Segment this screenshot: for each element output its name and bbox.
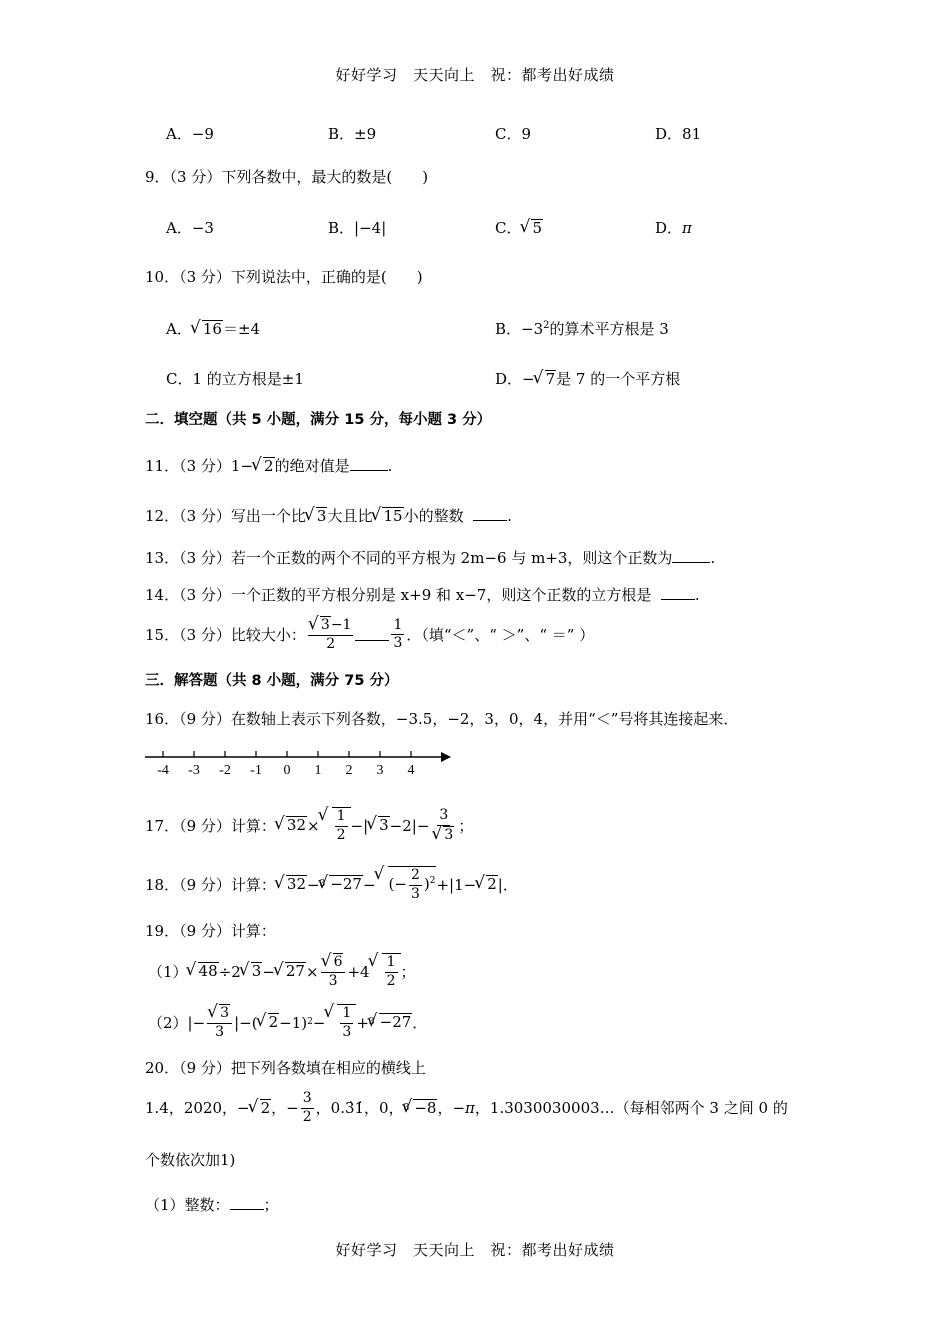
- q11: 11．（3 分）1−√ 2的绝对值是 .: [145, 457, 392, 475]
- q19-p1-label: （1）: [148, 962, 188, 981]
- sqrt-sign-icon: √ 32: [276, 816, 307, 834]
- section-3-heading: 三．解答题（共 8 小题，满分 75 分）: [145, 673, 399, 689]
- sqrt-sign-icon: [535, 370, 557, 388]
- sqrt-sign-icon: [192, 320, 223, 338]
- sqrt-sign-icon: √ 48: [188, 962, 219, 980]
- q10-d-label: D．−: [495, 370, 535, 388]
- sqrt-sign-icon: √ 6: [323, 953, 344, 972]
- sqrt-sign-icon: √ $\frac{1}{3}$: [325, 1004, 356, 1041]
- number-line: [145, 746, 455, 780]
- page-header: 好好学习 天天向上 祝：都考出好成绩: [335, 66, 615, 84]
- number-line-tick-label: 2: [345, 763, 353, 778]
- arrow-right-icon: [441, 752, 451, 762]
- q9-option-b: B．|−4|: [328, 219, 387, 237]
- q10-option-a: [166, 320, 260, 338]
- q10-option-c: C．1 的立方根是±1: [166, 370, 304, 388]
- q14-answer-blank[interactable]: [661, 598, 695, 600]
- number-line-tick-label: 0: [283, 763, 291, 778]
- q8-option-b: B．±9: [328, 125, 377, 143]
- q9-option-c-label: C．: [495, 219, 522, 237]
- sqrt-sign-icon: √ 3: [209, 1004, 230, 1023]
- q20-part-1: （1）整数： ；: [145, 1196, 279, 1214]
- q20-number-list: 1.4，2020，− √ 2 ，− $\frac{3}{2}$ ，0.3̇1̇，0， 3 √ −8 ，− π ，1.3030030003… （每相邻两个 3 之间 0 的: [145, 1090, 788, 1126]
- sqrt-sign-icon: √ 2: [250, 1099, 272, 1117]
- q9-option-a: A．−3: [166, 219, 214, 237]
- q19-p2-label: （2）: [148, 1013, 188, 1032]
- q12-mid: 大且比: [327, 507, 373, 525]
- q10-option-b: B．$-3^2$的算术平方根是 3: [495, 320, 669, 338]
- q19-stem: 19．（9 分）计算：: [145, 922, 276, 940]
- sqrt-sign-icon: √ 3: [433, 826, 454, 845]
- q15-f2-denominator: 3: [393, 635, 403, 651]
- q15-tail: ．（填“＜”、“ ＞”、“ ＝” ）: [406, 625, 595, 644]
- q10-a-label: A．: [166, 320, 192, 338]
- number-line-tick-label: -2: [219, 763, 231, 778]
- q9-c-radicand: 5: [532, 219, 543, 237]
- q15-fraction-2: [391, 617, 404, 653]
- q12-tail: 小的整数: [403, 507, 464, 525]
- q15-f1-radicand: 3: [320, 617, 330, 633]
- q9-option-d: [655, 219, 692, 237]
- q11-radicand: 2: [264, 457, 274, 475]
- q12-radicand-2: 15: [383, 507, 403, 525]
- number-line-tick-label: -4: [157, 763, 169, 778]
- q12: 12．（3 分）写出一个比√ 3大且比√ 15小的整数 .: [145, 507, 512, 525]
- q15: [145, 616, 594, 653]
- q9-d-value: π: [682, 219, 692, 237]
- cube-root-sign-icon: √ −27: [369, 1013, 413, 1031]
- q20-stem: 20．（9 分）把下列各数填在相应的横线上: [145, 1059, 426, 1077]
- cube-root-sign-icon: √ −8: [403, 1099, 437, 1117]
- number-line-tick-label: -3: [188, 763, 200, 778]
- q8-option-d: D．81: [655, 125, 702, 143]
- q11-prefix: 11．（3 分）1−: [145, 457, 254, 475]
- q19-part-1: （1） √ 48 ÷2 √ 3 − √ 27 × √ $\frac{6}{3}$ +4 √ $\frac{1}{2}$ ；: [148, 953, 416, 990]
- page-footer: 好好学习 天天向上 祝：都考出好成绩: [335, 1241, 615, 1259]
- q15-answer-blank[interactable]: [355, 639, 389, 641]
- q19-part-2: （2） |− √ $\frac{3}{3}$ |−( √ 2 −1) 2 − √ $\frac{1}{3}$ + 3 √ −27 ．: [148, 1004, 427, 1041]
- q10-a-tail: ＝±4: [222, 320, 261, 338]
- q10-a-radicand: 16: [202, 320, 222, 338]
- sqrt-sign-icon: [372, 507, 403, 525]
- q15-f2-numerator: 1: [391, 617, 404, 636]
- q9-stem: 9．（3 分）下列各数中，最大的数是( ): [145, 168, 429, 186]
- sqrt-sign-icon: √ 32: [276, 875, 307, 893]
- q20-line-2: 个数依次加1): [145, 1151, 236, 1169]
- sqrt-sign-icon: √ $\frac{1}{2}$: [320, 807, 351, 844]
- sqrt-sign-icon: √ 27: [275, 962, 306, 980]
- sqrt-sign-icon: [521, 219, 543, 237]
- q14: 14．（3 分）一个正数的平方根分别是 x+9 和 x−7，则这个正数的立方根是 .: [145, 586, 700, 604]
- q13: 13．（3 分）若一个正数的两个不同的平方根为 2m−6 与 m+3，则这个正数为 .: [145, 549, 716, 567]
- q15-f1-tail: −1: [330, 617, 352, 633]
- number-line-tick-label: 4: [407, 763, 415, 778]
- q9-option-d-label: D．: [655, 219, 683, 237]
- q17-prefix: 17．（9 分）计算：: [145, 816, 276, 835]
- number-line-tick-label: 1: [314, 763, 322, 778]
- sqrt-sign-icon: [253, 457, 275, 475]
- q14-text: 14．（3 分）一个正数的平方根分别是 x+9 和 x−7，则这个正数的立方根是: [145, 586, 652, 604]
- q18: 18．（9 分）计算： √ 32 − 3 √ −27 − √ (− $\frac{2}{3}$ )$^2$ +|1− √ 2 |．: [145, 866, 518, 903]
- sqrt-sign-icon: √ 2: [258, 1013, 280, 1031]
- sqrt-sign-icon: [310, 616, 331, 635]
- section-2-heading: 二．填空题（共 5 小题，满分 15 分，每小题 3 分）: [145, 412, 492, 428]
- q10-b-label: B．: [495, 320, 522, 338]
- number-line-tick-label: -1: [250, 763, 262, 778]
- number-line-tick-label: 3: [376, 763, 384, 778]
- q15-prefix: 15．（3 分）比较大小：: [145, 625, 306, 644]
- sqrt-sign-icon: √ 3: [241, 962, 263, 980]
- sqrt-sign-icon: √ $\frac{1}{2}$: [370, 953, 401, 990]
- q10-b-tail: 的算术平方根是 3: [549, 320, 669, 338]
- sqrt-sign-icon: √ (− $\frac{2}{3}$ )$^2$: [376, 866, 437, 903]
- q8-option-a: A．−9: [166, 125, 214, 143]
- q20-p1-answer-blank[interactable]: [230, 1208, 264, 1210]
- q17: 17．（9 分）计算： √ 32 × √ $\frac{1}{2}$ −| √ 3 −2|− 3 √ 3 ；: [145, 807, 473, 844]
- q10-d-tail: 是 7 的一个平方根: [556, 370, 681, 388]
- q16-text: 16．（9 分）在数轴上表示下列各数，−3.5，−2，3，0，4，并用“＜”号将其连接起来．: [145, 710, 739, 728]
- q15-f1-denominator: 2: [326, 635, 336, 652]
- cube-root-sign-icon: √ −27: [319, 875, 363, 893]
- q20-p1-label: （1）整数：: [145, 1196, 230, 1214]
- q8-option-c: C．9: [495, 125, 532, 143]
- sqrt-sign-icon: [306, 507, 328, 525]
- q18-prefix: 18．（9 分）计算：: [145, 875, 276, 894]
- q13-text: 13．（3 分）若一个正数的两个不同的平方根为 2m−6 与 m+3，则这个正数为: [145, 549, 673, 567]
- q10-stem: 10．（3 分）下列说法中，正确的是( ): [145, 268, 423, 286]
- q20-tail: （每相邻两个 3 之间 0 的: [614, 1099, 788, 1117]
- q12-prefix: 12．（3 分）写出一个比: [145, 507, 306, 525]
- q10-d-radicand: 7: [545, 370, 556, 388]
- q11-tail: 的绝对值是: [274, 457, 350, 475]
- sqrt-sign-icon: √ 3: [368, 816, 390, 834]
- q15-fraction-1: [308, 616, 354, 653]
- q12-answer-blank[interactable]: [473, 519, 507, 521]
- sqrt-sign-icon: √ 2: [476, 875, 498, 893]
- q13-answer-blank[interactable]: [672, 561, 710, 563]
- q10-option-d: [495, 370, 680, 388]
- q9-option-c: [495, 219, 543, 237]
- q12-radicand-1: 3: [316, 507, 327, 525]
- q11-answer-blank[interactable]: [350, 469, 388, 471]
